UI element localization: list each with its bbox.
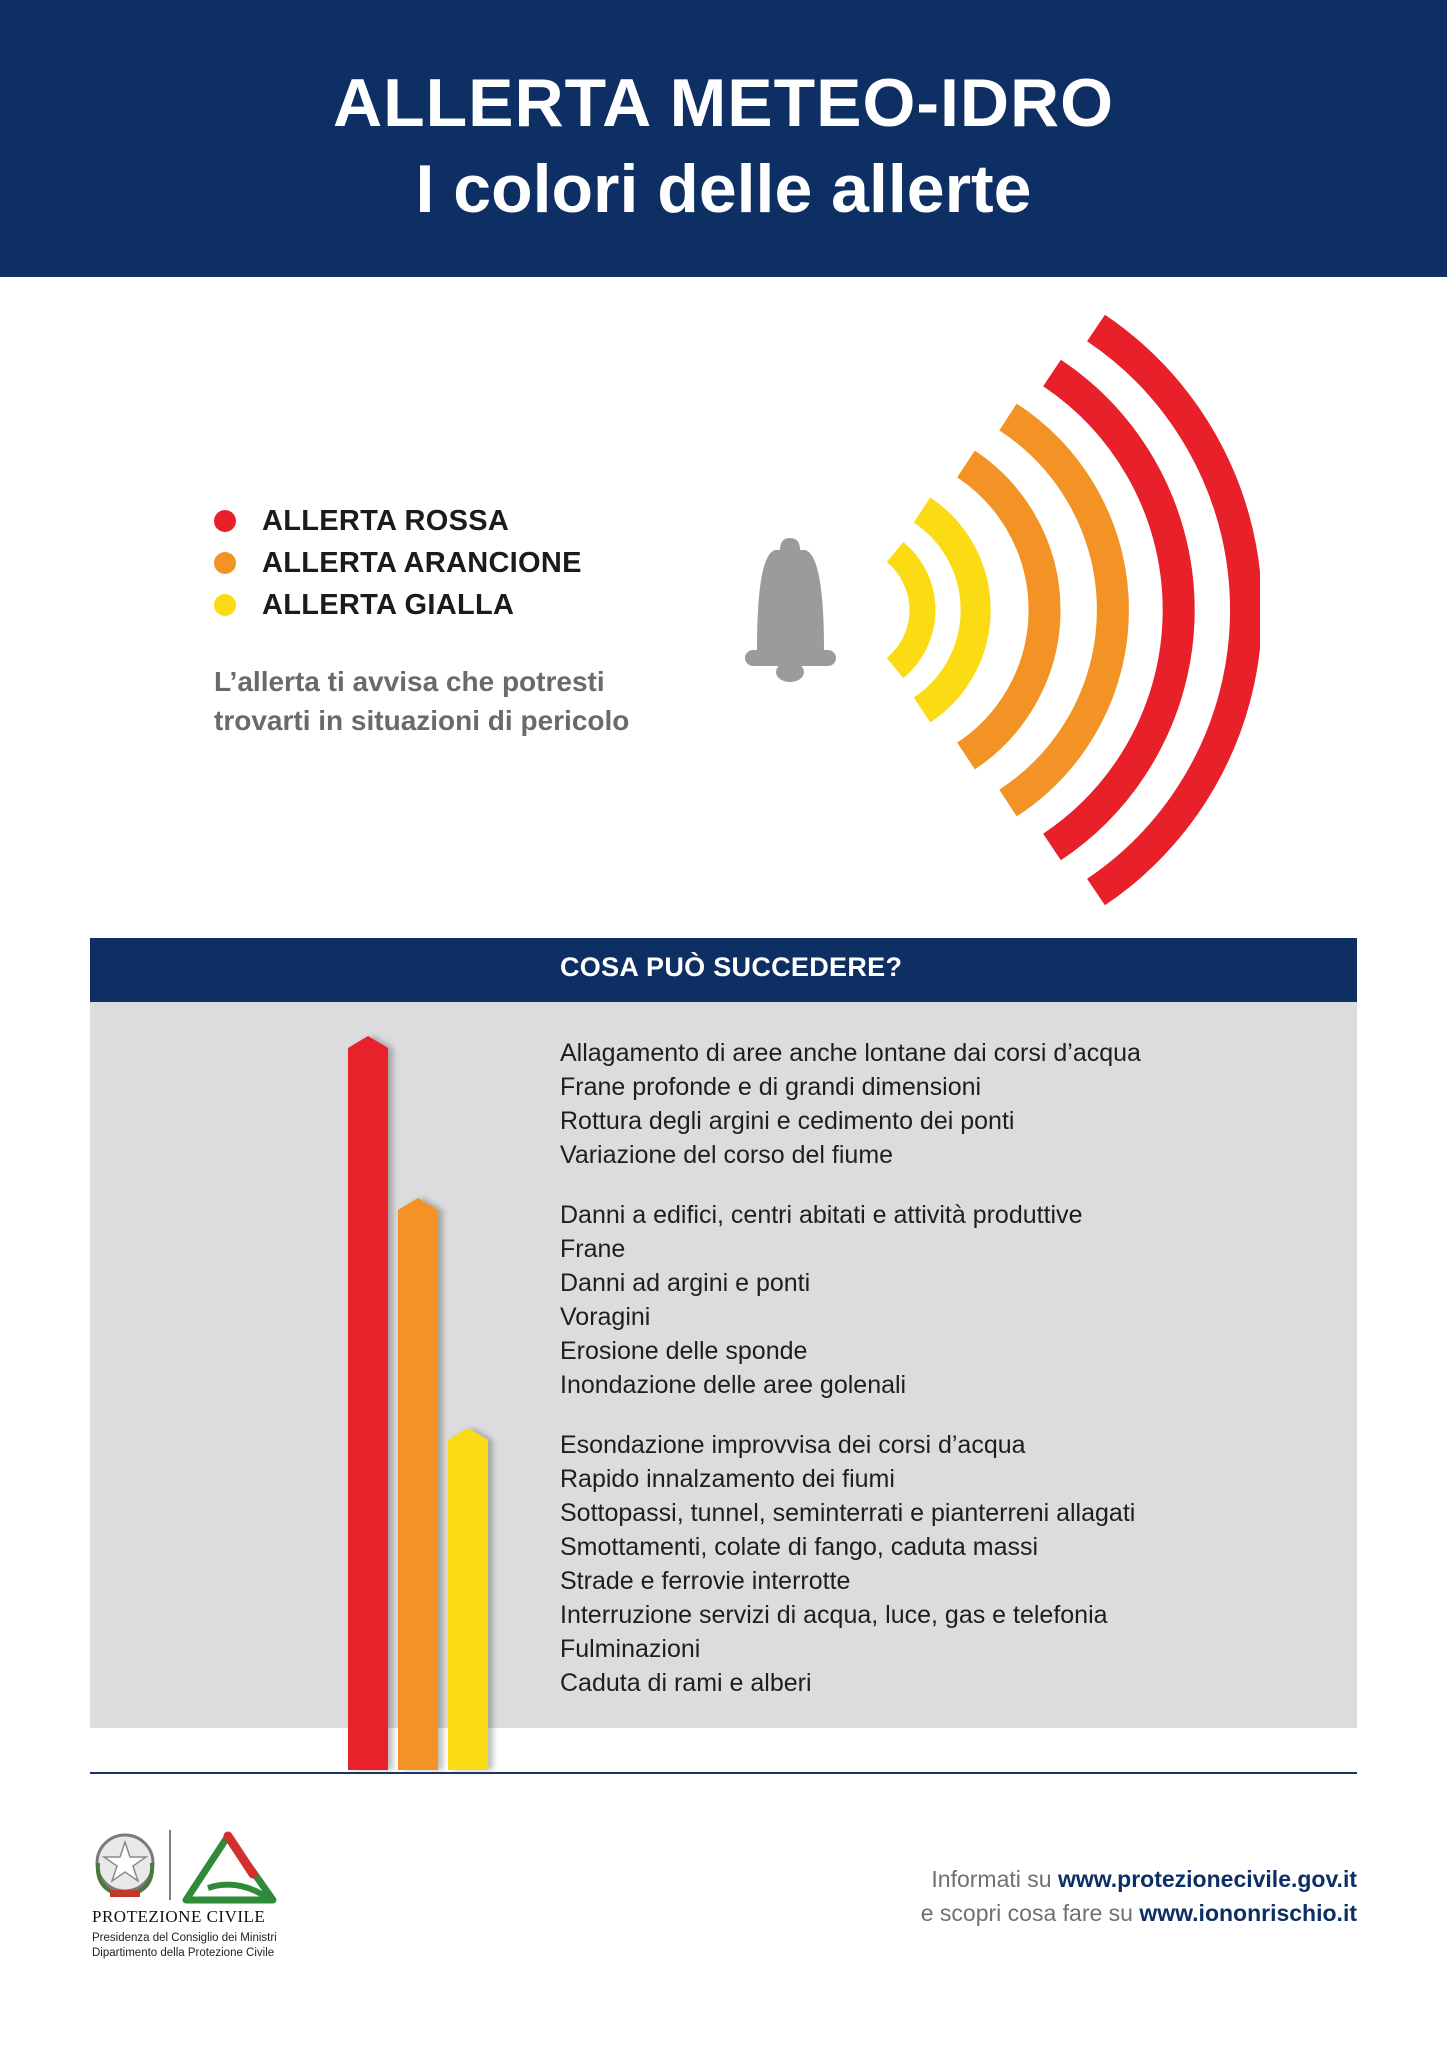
logo-subtitle: Presidenza del Consiglio dei Ministri [92,1932,277,1944]
orange-dot-icon [214,552,236,574]
list-item: Variazione del corso del fiume [560,1141,894,1169]
section-header [90,938,1357,1002]
link-iononrischio[interactable]: www.iononrischio.it [1139,1900,1357,1926]
list-item: Voragini [560,1303,651,1331]
yellow-bar [448,1428,488,1770]
footer-info [921,1862,1357,1930]
alert-description [214,662,694,740]
footer-text: e scopri cosa fare su [920,1900,1133,1926]
alert-legend [212,500,582,626]
orange-bar [398,1198,438,1770]
list-item: Frane [560,1235,626,1263]
list-item: Danni ad argini e ponti [560,1269,811,1297]
list-item: Allagamento di aree anche lontane dai corsi d’acqua [560,1039,1141,1067]
legend-label: ALLERTA GIALLA [262,589,515,621]
orange-consequences-list [560,1198,1260,1402]
yellow-consequences-list [560,1428,1260,1700]
yellow-dot-icon [214,594,236,616]
legend-item-orange [212,542,582,584]
legend-item-yellow [212,584,582,626]
logo-subtitle: Dipartimento della Protezione Civile [92,1947,275,1959]
footer-divider [90,1772,1357,1774]
page-subtitle: I colori delle allerte [415,151,1032,227]
list-item: Rottura degli argini e cedimento dei ponti [560,1107,1015,1135]
footer-text: Informati su [931,1866,1052,1892]
footer-line-1 [921,1862,1357,1896]
emblem-icon [97,1835,153,1897]
logo-title: PROTEZIONE CIVILE [92,1907,266,1926]
header-banner [0,0,1447,277]
list-item: Rapido innalzamento dei fiumi [560,1465,895,1493]
bell-icon [745,538,836,682]
page-title: ALLERTA METEO-IDRO [332,65,1115,141]
legend-label: ALLERTA ROSSA [262,505,510,537]
list-item: Inondazione delle aree golenali [560,1371,907,1399]
list-item: Sottopassi, tunnel, seminterrati e pianterreni allagati [560,1499,1136,1527]
legend-label: ALLERTA ARANCIONE [262,547,582,579]
link-protezionecivile[interactable]: www.protezionecivile.gov.it [1057,1866,1357,1892]
list-item: Erosione delle sponde [560,1337,808,1365]
red-dot-icon [214,510,236,532]
alert-waves-icon [700,310,1260,910]
legend-item-red [212,500,582,542]
list-item: Strade e ferrovie interrotte [560,1567,851,1595]
civil-protection-mark-icon [186,1836,273,1900]
red-consequences-list [560,1036,1260,1172]
list-item: Fulminazioni [560,1635,701,1663]
severity-bars [340,1030,510,1775]
protezione-civile-logo [88,1818,298,1968]
list-item: Caduta di rami e alberi [560,1669,812,1697]
list-item: Smottamenti, colate di fango, caduta massi [560,1533,1039,1561]
red-bar [348,1036,388,1770]
footer-line-2 [921,1896,1357,1930]
list-item: Danni a edifici, centri abitati e attività produttive [560,1201,1083,1229]
description-line: trovarti in situazioni di pericolo [214,705,630,736]
list-item: Interruzione servizi di acqua, luce, gas e telefonia [560,1601,1108,1629]
section-title: COSA PUÒ SUCCEDERE? [560,952,903,982]
list-item: Esondazione improvvisa dei corsi d’acqua [560,1431,1026,1459]
list-item: Frane profonde e di grandi dimensioni [560,1073,982,1101]
description-line: L’allerta ti avvisa che potresti [214,666,605,697]
